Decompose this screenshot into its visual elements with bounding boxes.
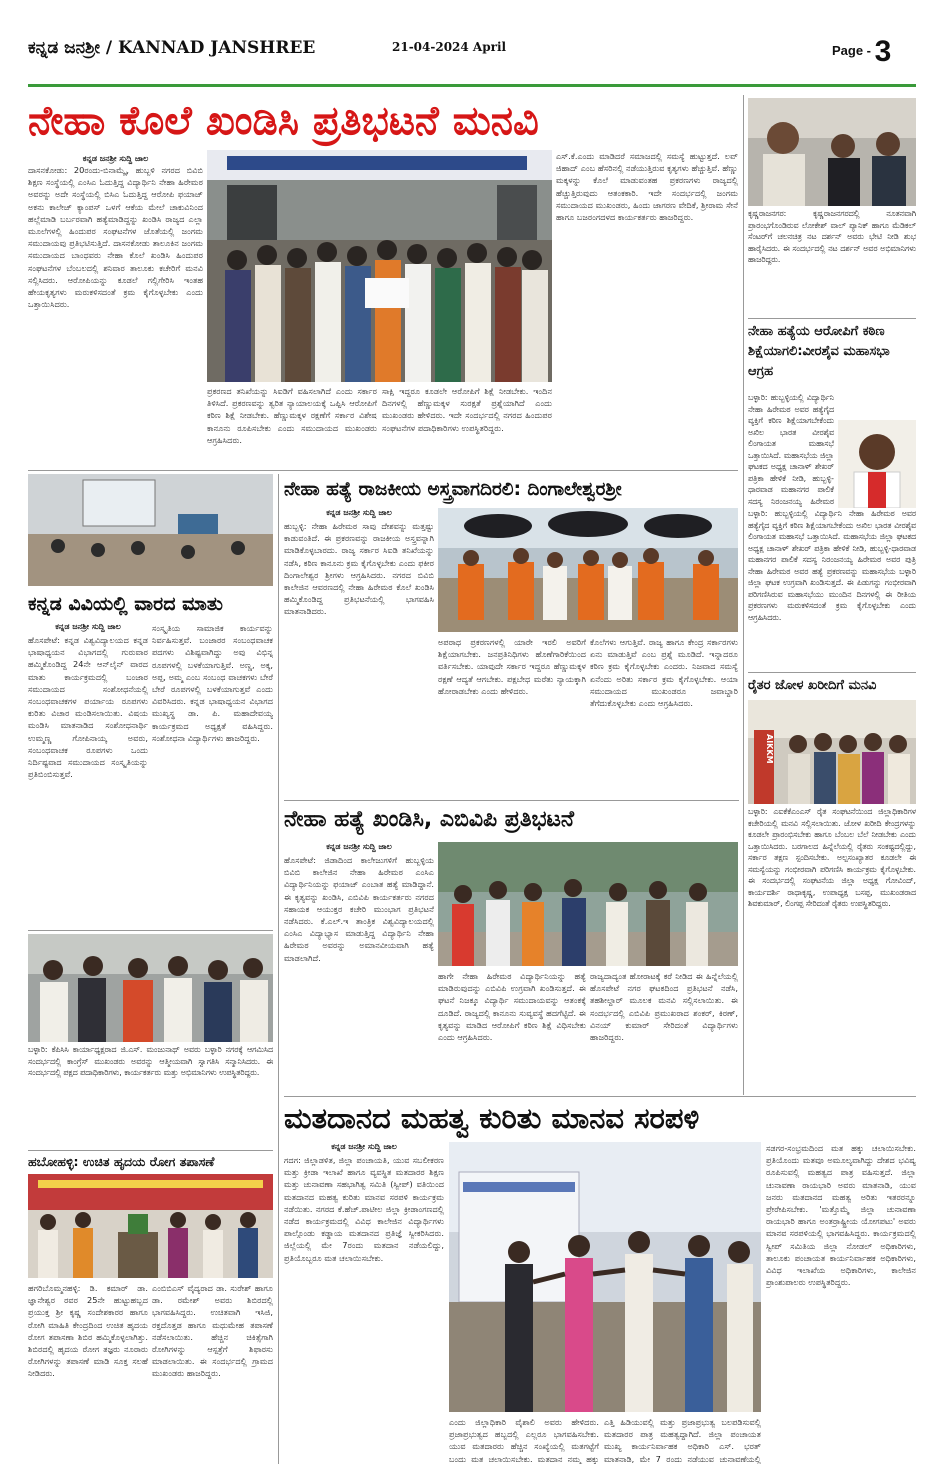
abvp-byline: ಕನ್ನಡ ಜನಶ್ರೀ ಸುದ್ದಿ ಜಾಲ [326, 842, 392, 851]
abvp-column-3: ರಾಜ್ಯದಾದ್ಯಂತ ಹೋರಾಟಕ್ಕೆ ಕರೆ ನೀಡಿದ ಈ ಹಿನ್ನೆಲೆಯಲ್ಲಿ ಹೊಸಪೇಟೆ ನಗರ ಘಟಕದಿಂದ ಪ್ರತಿಭಟನೆ ನಡೆಸಿ, ತಹಶೀಲ್ದಾರ್ ಮೂಲಕ ಮನವಿ ಸಲ್ಲಿಸಲಾಯಿತು. ಈ ಸಂದರ್ಭದಲ್ಲಿ ಎಬಿವಿಪಿ ಪ್ರಮುಖರಾದ ಶಂಕರ್, ಕಿರಣ್, ವಿನಯ್ ಕುಮಾರ್ ಸೇರಿದಂತೆ ವಿದ್ಯಾರ್ಥಿಗಳು ಹಾಜರಿದ್ದರು. [590, 971, 738, 1043]
voting-column-3: ಎತ್ತಿ ಹಿಡಿಯುವಲ್ಲಿ ಮತ್ತು ಪ್ರಜಾಪ್ರಭುತ್ವ ಬಲಪಡಿಸುವಲ್ಲಿ ಮತದಾರರ ಪಾತ್ರ ಮಹತ್ವದ್ದಾಗಿದೆ. ಜಿಲ್ಲಾ ಪಂಚಾಯತ ಮುಖ್ಯ ಕಾರ್ಯನಿರ್ವಾಹಕ ಅಧಿಕಾರಿ ಎಸ್. ಭರತ್ ಮಾತನಾಡಿ, ಮೇ 7 ರಂದು ನಡೆಯುವ ಚುನಾವಣೆಯಲ್ಲಿ [604, 1417, 761, 1464]
darshan-visit-photo [748, 98, 916, 206]
voting-human-chain-photo [449, 1142, 761, 1412]
main-column-4: ಎಸ್.ಕೆ.ಎಂದು ಮಾಡಿದರೆ ಸಮಾಜದಲ್ಲಿ ಸಮಸ್ಯೆ ಹುಟ್ಟುತ್ತದೆ. ಲವ್ ಜಿಹಾದ್ ಎಂಬ ಹೆಸರಿನಲ್ಲಿ ನಡೆಯುತ್ತಿರುವ ಕೃತ್ಯಗಳು ಹೆಚ್ಚುತ್ತಿವೆ. ಹೆಣ್ಣು ಮಕ್ಕಳನ್ನು ಕೊಲೆ ಮಾಡುವಂತಹ ಪ್ರಕರಣಗಳು ರಾಜ್ಯದಲ್ಲಿ ಹೆಚ್ಚುತ್ತಿರುವುದು ಆತಂಕಕಾರಿ. ಇದೇ ಸಂದರ್ಭದಲ್ಲಿ ಜಂಗಮ ಸಮುದಾಯದ ಮುಖಂಡರು, ಹಿಂದು ಜಾಗರಣ ವೇದಿಕೆ, ಶ್ರೀರಾಮ ಸೇನೆ ಹಾಗೂ ಬಜರಂಗದಳದ ಕಾರ್ಯಕರ್ತರು ಹಾಜರಿದ್ದರು. [556, 151, 738, 223]
portrait-illustration [838, 420, 916, 508]
heart-camp-photo [28, 1174, 273, 1278]
section-divider-3 [28, 1150, 273, 1151]
section-divider-1 [28, 470, 738, 471]
abvp-column-1: ಹೊಸಪೇಟೆ: ಜಿಡಾದಿಂದ ಕಾಲೇಜುಗಳಿಗೆ ಹುಬ್ಬಳ್ಳಿಯ ಬಿವಿಬಿ ಕಾಲೇಜಿನ ನೇಹಾ ಹಿರೇಮಠ ಎಂಸಿಎ ವಿದ್ಯಾರ್ಥಿನಿಯನ್ನು ಫಯಾಜ್ ಎಂಬಾತ ಹತ್ಯೆ ಮಾಡಿದ್ದಾನೆ. ಈ ಕೃತ್ಯವನ್ನು ಖಂಡಿಸಿ, ಎಬಿವಿಪಿ ಕಾರ್ಯಕರ್ತರು ನಗರದ ಸಹಾಯಕ ಆಯುಕ್ತರ ಕಚೇರಿ ಮುಂಭಾಗ ಪ್ರತಿಭಟನೆ ನಡೆಸಿದರು. ಕೆ.ಎಲ್.ಇ ತಾಂತ್ರಿಕ ವಿಶ್ವವಿದ್ಯಾಲಯದಲ್ಲಿ ಎಂಸಿಎ ವಿದ್ಯಾಭ್ಯಾಸ ಮಾಡುತ್ತಿದ್ದ ವಿದ್ಯಾರ್ಥಿನಿ ನೇಹಾ ಹಿರೇಮಠ ಅವರನ್ನು ಅಮಾನವೀಯವಾಗಿ ಹತ್ಯೆ ಮಾಡಲಾಗಿದೆ. [284, 855, 434, 963]
column-rule-right [743, 95, 744, 1095]
bellary-felicitation-photo [28, 934, 273, 1042]
heart-camp-column-1: ಹಗರಿಬೊಮ್ಮನಹಳ್ಳಿ: ಡಿ. ಕಮಾರ್ ಡಾ. ಜ್ಞಾನೇಶ್ವರ ರವರ 25ನೇ ಹುಟ್ಟುಹಬ್ಬದ ಪ್ರಯುಕ್ತ ಶ್ರೀ ಕೃಷ್ಣ ಸಂದೇಶಕಾರರ ಹಾಗೂ ರೋಗಿ ಮಾಹಿತಿ ಕೇಂದ್ರದಿಂದ ಉಚಿತ ಹೃದಯ ರೋಗ ತಪಾಸಣಾ ಶಿಬಿರ ಹಮ್ಮಿಕೊಳ್ಳಲಾಗಿತ್ತು. ಶಿಬಿರದಲ್ಲಿ ಹೃದಯ ರೋಗ ತಜ್ಞರು ನೂರಾರು ರೋಗಿಗಳನ್ನು ತಪಾಸಣೆ ಮಾಡಿ ಸೂಕ್ತ ಸಲಹೆ ನೀಡಿದರು. [28, 1283, 148, 1379]
voting-column-2: ಎಂದು ಜಿಲ್ಲಾಧಿಕಾರಿ ವೈಶಾಲಿ ಅವರು ಹೇಳಿದರು. ಪ್ರಜಾಪ್ರಭುತ್ವದ ಹಬ್ಬದಲ್ಲಿ ಎಲ್ಲರೂ ಭಾಗವಹಿಸಬೇಕು. ಯುವ ಮತದಾರರು ಹೆಚ್ಚಿನ ಸಂಖ್ಯೆಯಲ್ಲಿ ಮತಗಟ್ಟೆಗೆ ಬಂದು ಮತ ಚಲಾಯಿಸಬೇಕು. ಮತದಾನ ನಮ್ಮ ಹಕ್ಕು [449, 1417, 599, 1464]
voting-column-4: ಸಡಗರ-ಸಂಭ್ರಮದಿಂದ ಮತ ಹಕ್ಕು ಚಲಾಯಿಸಬೇಕು. ಪ್ರತಿಯೊಂದು ಮತವೂ ಅಮೂಲ್ಯವಾಗಿದ್ದು ದೇಶದ ಭವಿಷ್ಯ ರೂಪಿಸುವಲ್ಲಿ ಮಹತ್ವದ ಪಾತ್ರ ವಹಿಸುತ್ತದೆ. ಜಿಲ್ಲಾ ಚುನಾವಣಾ ರಾಯಭಾರಿ ಅವರು ಮಾತನಾಡಿ, ಯುವ ಜನರು ಮತದಾನದ ಮಹತ್ವ ಅರಿತು ಇತರರನ್ನೂ ಪ್ರೇರೇಪಿಸಬೇಕು. 'ಮತ್ತೊಮ್ಮೆ ಜಿಲ್ಲಾ ಚುನಾವಣಾ ರಾಯಭಾರಿ ಹಾಗೂ ಅಂತರ್ರಾಷ್ಟ್ರೀಯ ಯೋಗಪಟು' ಅವರು ಮಾನವ ಸರಪಳಿಯಲ್ಲಿ ಭಾಗವಹಿಸಿದ್ದರು. ಕಾರ್ಯಕ್ರಮದಲ್ಲಿ ಸ್ವೀಪ್ ಸಮಿತಿಯ ಜಿಲ್ಲಾ ನೋಡಲ್ ಅಧಿಕಾರಿಗಳು, ತಾಲೂಕು ಪಂಚಾಯತ ಕಾರ್ಯನಿರ್ವಾಹಕ ಅಧಿಕಾರಿಗಳು, ವಿವಿಧ ಇಲಾಖೆಯ ಅಧಿಕಾರಿಗಳು, ಕಾಲೇಜಿನ ಪ್ರಾಂಶುಪಾಲರು ಉಪಸ್ಥಿತರಿದ್ದರು. [766, 1143, 916, 1288]
main-column-1: ದಾಸನಕೋಡು: 20ರಂದು-ಬಿನಾಮ್ಕೈ, ಹುಬ್ಬಳಿ ನಗರದ ಬಿವಿಬಿ ಶಿಕ್ಷಣ ಸಂಸ್ಥೆಯಲ್ಲಿ ಎಂಸಿಎ ಓದುತ್ತಿದ್ದ ವಿದ್ಯಾರ್ಥಿನಿ ನೇಹಾ ಹಿರೇಮಠ ಅವರನ್ನು ಅದೇ ಸಂಸ್ಥೆಯಲ್ಲಿ ಬಿಸಿಎ ಓದುತ್ತಿದ್ದ ಆರೋಪಿ ಫಯಾಜ್ ಅಕನು ಕಾಲೇಜ್ ಕ್ಯಾಂಪಸ್ ಒಳಗೆ ಆಕೆಯ ಮೇಲೆ ಚಾಕುವಿನಿಂದ ಹಲ್ಲೆಮಾಡಿ ಬರ್ಬರವಾಗಿ ಹತ್ಯೆಮಾಡಿದ್ದನ್ನು ಖಂಡಿಸಿ ರಾಜ್ಯದ ಎಲ್ಲಾ ಮೂಲೆಗಳಲ್ಲಿ ಹಿಂದುಪರ ಸಂಘಟನೆಗಳ ಜೊತೆಯಲ್ಲಿ ಜಂಗಮ ಸಮುದಾಯವು ಪ್ರತಿಭಟಿಸುತ್ತಿದೆ. ದಾಸನಕೋಡು ತಾಲೂಕಿನ ಜಂಗಮ ಸಮುದಾಯದ ಬಾಂಧವರು ನೇಹಾ ಕೊಲೆ ಖಂಡಿಸಿ ಹಿಂದುಪರ ಸಂಘಟನೆಗಳ ಬೆಂಬಲದಲ್ಲಿ ಶನಿವಾರ ತಾಲೂಕು ಕಚೇರಿಗೆ ಮನವಿ ಸಲ್ಲಿಸಿದರು. ಆರೋಪಿಯನ್ನು ಕೂಡಲೆ ಗಲ್ಲಿಗೇರಿಸಿ ಇಂತಹ ಹೇಯಕೃತ್ಯಗಳು ಮರುಕಳಿಸದಂತೆ ಕ್ರಮ ಕೈಗೊಳ್ಳಬೇಕು ಎಂದು ಒತ್ತಾಯಿಸಿದರು. [28, 165, 203, 310]
vv-lecture-photo [28, 474, 273, 586]
column-rule-left [278, 474, 279, 1464]
side-bottom-text: ಬಳ್ಳಾರಿ: ಎಐಕೆಕೆಎಂಎಸ್ ರೈತ ಸಂಘಟನೆಯಿಂದ ಜಿಲ್ಲಾಧಿಕಾರಿಗಳ ಕಚೇರಿಯಲ್ಲಿ ಮನವಿ ಸಲ್ಲಿಸಲಾಯಿತು. ಜೋಳ ಖರೀದಿ ಕೇಂದ್ರಗಳನ್ನು ಕೂಡಲೇ ಪ್ರಾರಂಭಿಸಬೇಕು ಹಾಗೂ ಬೆಂಬಲ ಬೆಲೆ ನೀಡಬೇಕು ಎಂದು ಒತ್ತಾಯಿಸಿದರು. ಬರಗಾಲದ ಹಿನ್ನೆಲೆಯಲ್ಲಿ ರೈತರು ಸಂಕಷ್ಟದಲ್ಲಿದ್ದು, ಸರ್ಕಾರ ತಕ್ಷಣ ಸ್ಪಂದಿಸಬೇಕು. ಅಲ್ಪಸಂಖ್ಯಾತರ ಕೂಡಲೇ ಈ ಸಮಸ್ಯೆಯನ್ನು ಗಂಭೀರವಾಗಿ ಪರಿಗಣಿಸಿ ಕಾರ್ಯಕ್ರಮ ಕೈಗೊಳ್ಳಬೇಕು. ಈ ಸಂದರ್ಭದಲ್ಲಿ ಸಂಘಟನೆಯ ಜಿಲ್ಲಾ ಅಧ್ಯಕ್ಷ ಗೋವಿಂದ್, ಕಾರ್ಯದರ್ಶಿ ರಾಧಾಕೃಷ್ಣ, ಉಪಾಧ್ಯಕ್ಷ ಬಸಪ್ಪ, ಮುಖಂಡರಾದ ಶಿವಕುಮಾರ್, ಲಿಂಗಪ್ಪ ಸೇರಿದಂತೆ ರೈತರು ಉಪಸ್ಥಿತರಿದ್ದರು. [748, 807, 916, 908]
lecture-photo-illustration [28, 474, 273, 586]
side-mid-headline: ನೇಹಾ ಹತ್ಯೆಯ ಆರೋಪಿಗೆ ಕಠಿಣ ಶಿಕ್ಷೆಯಾಗಲಿ:ವೀರಶೈವ ಮಹಾಸಭಾ ಆಗ್ರಹ [748, 324, 890, 379]
dingaleshwar-byline: ಕನ್ನಡ ಜನಶ್ರೀ ಸುದ್ದಿ ಜಾಲ [326, 508, 392, 517]
page-number-value: 3 [874, 35, 892, 68]
vv-column-1: ಹೊಸಪೇಟೆ: ಕನ್ನಡ ವಿಶ್ವವಿದ್ಯಾಲಯದ ಕನ್ನಡ ಭಾಷಾಧ್ಯಯನ ವಿಭಾಗದಲ್ಲಿ ಗುರುವಾರ ಹಮ್ಮಿಕೊಂಡಿದ್ದ 24ನೇ ಆನ್‌ಲೈನ್ ವಾರದ ಮಾತು ಕಾರ್ಯಕ್ರಮದಲ್ಲಿ ಬಂಜಾರ ಸಮುದಾಯದ ಸಂಶೋಧನೆಯಲ್ಲಿ ಸಂಬಂಧವಾಚಕಗಳ ಪರ್ಯಾಯ ರೂಪಗಳು ಕುರಿತು ವಿಚಾರ ಮಂಡಿಸಲಾಯಿತು. ವಿಷಯ ಮಂಡಿಸಿ ಮಾತನಾಡಿದ ಸಂಶೋಧನಾರ್ಥಿ ಉಮ್ಮಣ್ಣ ಗೋಪಿನಾಯ್ಕ ಅವರು, ಸಂಬಂಧವಾಚಕ ರೂಪಗಳು ಒಂದು ನಿರ್ದಿಷ್ಟವಾದ ಸಮುದಾಯದ ಸಂಸ್ಕೃತಿಯನ್ನು ಪ್ರತಿಬಿಂಬಿಸುತ್ತವೆ. [28, 635, 148, 780]
main-headline: ನೇಹಾ ಕೊಲೆ ಖಂಡಿಸಿ ಪ್ರತಿಭಟನೆ ಮನವಿ [28, 98, 539, 144]
dingaleshwar-column-2: ಅಪರಾಧ ಪ್ರಕರಣಗಳಲ್ಲಿ ಯಾರೇ ಇರಲಿ ಅವರಿಗೆ ಶಿಕ್ಷೆಯಾಗಬೇಕು. ಜನಪ್ರತಿನಿಧಿಗಳು ಹೊಣೆಗಾರಿಕೆಯಿಂದ ವರ್ತಿಸಬೇಕು. ಯಾವುದೇ ಸರ್ಕಾರ ಇದ್ದರೂ ಹೆಣ್ಣುಮಕ್ಕಳ ರಕ್ಷಣೆ ಆದ್ಯತೆ ಆಗಬೇಕು. ಪಕ್ಷಬೇಧ ಮರೆತು ನ್ಯಾಯಕ್ಕಾಗಿ ಹೋರಾಡಬೇಕು ಎಂದು ಹೇಳಿದರು. [438, 637, 586, 696]
visit-photo-illustration [748, 98, 916, 206]
darshan-visit-caption: ಕೃಷ್ಣರಾಜನಗರ: ಕೃಷ್ಣರಾಜನಗರದಲ್ಲಿ ನೂತನವಾಗಿ ಪ್ರಾರಂಭಗೊಂಡಿರುವ ಲೋಕೇಶ್ ವಾಲ್ ಪ್ಯಾನಿಕ್ ಹಾಗೂ ಮೆಡಿಕಲ್ ಸೆಂಟರ್‌ಗೆ ಚಲನಚಿತ್ರ ನಟ ದರ್ಶನ್ ಅವರು ಭೇಟಿ ನೀಡಿ ಶುಭ ಹಾರೈಸಿದರು. ಈ ಸಂದರ್ಭದಲ್ಲಿ ನಟ ದರ್ಶನ್ ಅವರ ಅಭಿಮಾನಿಗಳು ಹಾಜರಿದ್ದರು. [748, 209, 916, 264]
abvp-protest-illustration [438, 842, 738, 966]
vv-byline: ಕನ್ನಡ ಜನಶ್ರೀ ಸುದ್ದಿ ಜಾಲ [55, 622, 121, 631]
abvp-headline: ನೇಹಾ ಹತ್ಯೆ ಖಂಡಿಸಿ, ಎಬಿವಿಪಿ ಪ್ರತಿಭಟನೆ [284, 807, 575, 832]
dingaleshwar-headline: ನೇಹಾ ಹತ್ಯೆ ರಾಜಕೀಯ ಅಸ್ತ್ರವಾಗದಿರಲಿ: ದಿಂಗಾಲೇಶ್ವರಶ್ರೀ [284, 479, 622, 500]
vv-headline: ಕನ್ನಡ ವಿವಿಯಲ್ಲಿ ವಾರದ ಮಾತು [28, 593, 223, 615]
heart-camp-column-2: ಎಂಬಿಬಿಎಸ್ ವೈದ್ಯರಾದ ಡಾ. ಸುರೇಶ್ ಹಾಗೂ ಡಾ. ರಮೇಶ್ ಅವರು ಶಿಬಿರದಲ್ಲಿ ಭಾಗವಹಿಸಿದ್ದರು. ಉಚಿತವಾಗಿ ಇಸಿಜಿ, ರಕ್ತದೊತ್ತಡ ಹಾಗೂ ಮಧುಮೇಹ ತಪಾಸಣೆ ನಡೆಸಲಾಯಿತು. ಹೆಚ್ಚಿನ ಚಿಕಿತ್ಸೆಗಾಗಿ ರೋಗಿಗಳನ್ನು ಆಸ್ಪತ್ರೆಗೆ ಶಿಫಾರಸು ಮಾಡಲಾಯಿತು. ಈ ಸಂದರ್ಭದಲ್ಲಿ ಗ್ರಾಮದ ಮುಖಂಡರು ಹಾಜರಿದ್ದರು. [152, 1283, 273, 1379]
masthead-rule [28, 84, 916, 87]
main-column-3: ಸಾಕ್ಷಿ ಇದ್ದರೂ ಕೂಡಲೇ ಆರೋಪಿಗೆ ಶಿಕ್ಷೆ ನೀಡಬೇಕು. ಇಂದಿನ ದಿನಗಳಲ್ಲಿ ಹೆಣ್ಣುಮಕ್ಕಳ ಸುರಕ್ಷತೆ ಪ್ರಶ್ನೆಯಾಗಿದೆ ಎಂದು ಮುಖಂಡರು ಹೇಳಿದರು. ಇದೇ ಸಂದರ್ಭದಲ್ಲಿ ನಗರದ ಹಿಂದುಪರ ಸಂಘಟನೆಗಳ ಪದಾಧಿಕಾರಿಗಳು ಉಪಸ್ಥಿತರಿದ್ದರು. [382, 386, 552, 433]
dingaleshwar-photo [438, 508, 738, 632]
main-protest-photo [207, 150, 552, 382]
abvp-column-2: ಹಾಗೇ ನೇಹಾ ಹಿರೇಮಠ ವಿದ್ಯಾರ್ಥಿನಿಯನ್ನು ಹತ್ಯೆ ಮಾಡಿರುವುದನ್ನು ಎಬಿವಿಪಿ ಉಗ್ರವಾಗಿ ಖಂಡಿಸುತ್ತದೆ. ಈ ಘಟನೆ ನಿಜಕ್ಕೂ ವಿದ್ಯಾರ್ಥಿ ಸಮುದಾಯವನ್ನು ಆತಂಕಕ್ಕೆ ದೂಡಿದೆ. ರಾಜ್ಯದಲ್ಲಿ ಕಾನೂನು ಸುವ್ಯವಸ್ಥೆ ಹದಗೆಟ್ಟಿದೆ. ಈ ಕೃತ್ಯವನ್ನು ಮಾಡಿದ ಆರೋಪಿಗೆ ಕಠಿಣ ಶಿಕ್ಷೆ ವಿಧಿಸಬೇಕು ಎಂದು ಆಗ್ರಹಿಸಿದರು. [438, 971, 586, 1043]
page-number [832, 35, 891, 69]
masthead-title: ಕನ್ನಡ ಜನಶ್ರೀ / KANNAD JANSHREE [28, 38, 316, 58]
side-bottom-headline: ರೈತರ ಜೋಳ ಖರೀದಿಗೆ ಮನವಿ [748, 678, 877, 693]
voting-byline: ಕನ್ನಡ ಜನಶ್ರೀ ಸುದ್ದಿ ಜಾಲ [331, 1142, 397, 1151]
section-divider-5 [284, 1096, 916, 1097]
shekhar-portrait [838, 420, 916, 508]
abvp-protest-photo [438, 842, 738, 966]
bellary-photo-caption: ಬಳ್ಳಾರಿ: ಕೆಪಿಸಿಸಿ ಕಾರ್ಯಾಧ್ಯಕ್ಷರಾದ ಜಿ.ಎಸ್. ಮಂಜುನಾಥ್ ಅವರು ಬಳ್ಳಾರಿ ನಗರಕ್ಕೆ ಆಗಮಿಸಿದ ಸಂದರ್ಭದಲ್ಲಿ ಕಾಂಗ್ರೆಸ್ ಮುಖಂಡರು ಅವರನ್ನು ಆತ್ಮೀಯವಾಗಿ ಸ್ವಾಗತಿಸಿ ಸನ್ಮಾನಿಸಿದರು. ಈ ಸಂದರ್ಭದಲ್ಲಿ ಪಕ್ಷದ ಪದಾಧಿಕಾರಿಗಳು, ಕಾರ್ಯಕರ್ತರು ಮತ್ತು ಅಭಿಮಾನಿಗಳು ಉಪಸ್ಥಿತರಿದ್ದರು. [28, 1045, 273, 1077]
heart-camp-illustration [28, 1174, 273, 1278]
side-divider-1 [748, 318, 916, 319]
side-mid-text-b: ಬಳ್ಳಾರಿ: ಹುಬ್ಬಳ್ಳಿಯಲ್ಲಿ ವಿದ್ಯಾರ್ಥಿನಿ ನೇಹಾ ಹಿರೇಮಠ ಅವರ ಹತ್ಯೆಗೈದ ವ್ಯಕ್ತಿಗೆ ಕಠಿಣ ಶಿಕ್ಷೆಯಾಗಬೇಕೆಂದು ಅಖಿಲ ಭಾರತ ವೀರಶೈವ ಲಿಂಗಾಯತ ಮಹಾಸಭೆ ಒತ್ತಾಯಿಸಿದೆ. ಮಹಾಸಭೆಯ ಜಿಲ್ಲಾ ಘಟಕದ ಅಧ್ಯಕ್ಷ ಚಾನಾಳ್ ಶೇಖರ್ ಪತ್ರಿಕಾ ಹೇಳಿಕೆ ನೀಡಿ, ಹುಬ್ಬಳ್ಳಿ-ಧಾರವಾಡ ಮಹಾನಗರ ಪಾಲಿಕೆ ಸದಸ್ಯ ನಿರಂಜನಯ್ಯ ಹಿರೇಮಠ ಅವರ ಪುತ್ರಿ ನೇಹಾ ಹಿರೇಮಠ ಅವರ ಹತ್ಯೆ ಪ್ರಕರಣವನ್ನು ಮಹಾಸಭೆಯ ಬಳ್ಳಾರಿ ಜಿಲ್ಲಾ ಘಟಕ ಉಗ್ರವಾಗಿ ಖಂಡಿಸುತ್ತದೆ. ಈ ಪಿಡುಗನ್ನು ಗಂಭೀರವಾಗಿ ಪರಿಗಣಿಸಿರುವ ಮಹಾಸಭೆಯು ಮುಂದಿನ ದಿನಗಳಲ್ಲಿ ಈ ರೀತಿಯ ಪ್ರಕರಣಗಳು ಮರುಕಳಿಸದಂತೆ ಕ್ರಮ ಕೈಗೊಳ್ಳಬೇಕು ಎಂದು ಆಗ್ರಹಿಸಿದರು. [748, 509, 916, 622]
side-mid-text-a: ಬಳ್ಳಾರಿ: ಹುಬ್ಬಳ್ಳಿಯಲ್ಲಿ ವಿದ್ಯಾರ್ಥಿನಿ ನೇಹಾ ಹಿರೇಮಠ ಅವರ ಹತ್ಯೆಗೈದ ವ್ಯಕ್ತಿಗೆ ಕಠಿಣ ಶಿಕ್ಷೆಯಾಗಬೇಕೆಂದು ಅಖಿಲ ಭಾರತ ವೀರಶೈವ ಲಿಂಗಾಯತ ಮಹಾಸಭೆ ಒತ್ತಾಯಿಸಿದೆ. ಮಹಾಸಭೆಯ ಜಿಲ್ಲಾ ಘಟಕದ ಅಧ್ಯಕ್ಷ ಚಾನಾಳ್ ಶೇಖರ್ ಪತ್ರಿಕಾ ಹೇಳಿಕೆ ನೀಡಿ, ಹುಬ್ಬಳ್ಳಿ-ಧಾರವಾಡ ಮಹಾನಗರ ಪಾಲಿಕೆ ಸದಸ್ಯ ನಿರಂಜನಯ್ಯ ಹಿರೇಮಠ [748, 393, 834, 506]
vv-column-2: ಸಂಸ್ಕೃತಿಯ ಸಾಮಾಜಿಕ ಕಾರ್ಯವನ್ನು ನಿರ್ವಹಿಸುತ್ತವೆ. ಬಂಜಾರರ ಸಂಬಂಧವಾಚಕ ಪದಗಳು ವಿಶಿಷ್ಟವಾಗಿದ್ದು ಅವು ವಿಭಿನ್ನ ರೂಪಗಳಲ್ಲಿ ಬಳಕೆಯಾಗುತ್ತಿವೆ. ಅಣ್ಣ, ಅಕ್ಕ, ಅಪ್ಪ, ಅಮ್ಮ ಎಂಬ ಸಂಬಂಧ ವಾಚಕಗಳು ಬೇರೆ ಬೇರೆ ರೂಪಗಳಲ್ಲಿ ಬಳಕೆಯಾಗುತ್ತವೆ ಎಂದು ವಿವರಿಸಿದರು. ಕನ್ನಡ ಭಾಷಾಧ್ಯಯನ ವಿಭಾಗದ ಮುಖ್ಯಸ್ಥ ಡಾ. ಪಿ. ಮಹಾದೇವಯ್ಯ ಕಾರ್ಯಕ್ರಮದ ಅಧ್ಯಕ್ಷತೆ ವಹಿಸಿದ್ದರು. ಸಂಶೋಧನಾ ವಿದ್ಯಾರ್ಥಿಗಳು ಹಾಜರಿದ್ದರು. [152, 623, 273, 743]
dingaleshwar-column-1: ಹುಬ್ಬಳ್ಳಿ: ನೇಹಾ ಹಿರೇಮಠ ಸಾವು ದೇಶವನ್ನು ಮತ್ತಷ್ಟು ಕಾಡುವಂತಿದೆ. ಈ ಪ್ರಕರಣವನ್ನು ರಾಜಕೀಯ ಅಸ್ತ್ರವನ್ನಾಗಿ ಮಾಡಿಕೊಳ್ಳಬಾರದು. ರಾಜ್ಯ ಸರ್ಕಾರ ಸಿಐಡಿ ತನಿಖೆಯನ್ನು ನಡೆಸಿ, ಕಠಿಣ ಕಾನೂನು ಕ್ರಮ ಕೈಗೊಳ್ಳಬೇಕು ಎಂದು ಫಕೀರ ದಿಂಗಾಲೇಶ್ವರ ಶ್ರೀಗಳು ಆಗ್ರಹಿಸಿದರು. ನಗರದ ಬಿವಿಬಿ ಕಾಲೇಜಿನ ಆವರಣದಲ್ಲಿ ನೇಹಾ ಹಿರೇಮಠ ಕೊಲೆ ಖಂಡಿಸಿ ಹಮ್ಮಿಕೊಂಡಿದ್ದ ಪ್ರತಿಭಟನೆಯಲ್ಲಿ ಭಾಗವಹಿಸಿ ಮಾತನಾಡಿದರು. [284, 521, 434, 617]
human-chain-illustration [449, 1142, 761, 1412]
voting-column-1: ಗದಗ: ಜಿಲ್ಲಾಡಳಿತ, ಜಿಲ್ಲಾ ಪಂಚಾಯತಿ, ಯುವ ಸಬಲೀಕರಣ ಮತ್ತು ಕ್ರೀಡಾ ಇಲಾಖೆ ಹಾಗೂ ವ್ಯವಸ್ಥಿತ ಮತದಾರರ ಶಿಕ್ಷಣ ಮತ್ತು ಚುನಾವಣಾ ಸಹಭಾಗಿತ್ವ ಸಮಿತಿ (ಸ್ವೀಪ್) ವತಿಯಿಂದ ಮತದಾನದ ಮಹತ್ವ ಕುರಿತು ಮಾನವ ಸರಪಳಿ ಕಾರ್ಯಕ್ರಮ ನಡೆಯಿತು. ನಗರದ ಕೆ.ಹೆಚ್.ಪಾಟೀಲ ಜಿಲ್ಲಾ ಕ್ರೀಡಾಂಗಣದಲ್ಲಿ ನಡೆದ ಕಾರ್ಯಕ್ರಮದಲ್ಲಿ ವಿವಿಧ ಕಾಲೇಜಿನ ವಿದ್ಯಾರ್ಥಿಗಳು ಪಾಲ್ಗೊಂಡು ಕಡ್ಡಾಯ ಮತದಾನದ ಪ್ರತಿಜ್ಞೆ ಸ್ವೀಕರಿಸಿದರು. ಜಿಲ್ಲೆಯಲ್ಲಿ ಮೇ 7ರಂದು ಮತದಾನ ನಡೆಯಲಿದ್ದು, ಪ್ರತಿಯೊಬ್ಬರೂ ಮತ ಚಲಾಯಿಸಬೇಕು. [284, 1155, 444, 1263]
main-column-2: ಪ್ರಕರಣದ ತನಿಖೆಯನ್ನು ಸಿಐಡಿಗೆ ವಹಿಸಲಾಗಿದೆ ಎಂದು ಸರ್ಕಾರ ತಿಳಿಸಿದೆ. ಪ್ರಕರಣವನ್ನು ತ್ವರಿತ ನ್ಯಾಯಾಲಯಕ್ಕೆ ಒಪ್ಪಿಸಿ ಆರೋಪಿಗೆ ಕಠಿಣ ಶಿಕ್ಷೆ ನೀಡಬೇಕು. ಹೆಣ್ಣುಮಕ್ಕಳ ರಕ್ಷಣೆಗೆ ಸರ್ಕಾರ ವಿಶೇಷ ಕಾನೂನು ರೂಪಿಸಬೇಕು ಎಂದು ಸಮುದಾಯದ ಮುಖಂಡರು ಆಗ್ರಹಿಸಿದರು. [207, 386, 377, 445]
page-label: Page - [832, 43, 872, 58]
issue-date: 21-04-2024 April [392, 40, 507, 54]
side-divider-2 [748, 672, 916, 673]
section-divider-2 [28, 930, 273, 931]
aikkm-banner: AIKKM [765, 734, 774, 764]
dingaleshwar-column-3: ಕೊಲೆಗಳು ಆಗುತ್ತಿವೆ. ರಾಜ್ಯ ಹಾಗೂ ಕೇಂದ್ರ ಸರ್ಕಾರಗಳು ಏನು ಮಾಡುತ್ತಿವೆ ಎಂಬ ಪ್ರಶ್ನೆ ಮೂಡಿದೆ. ಇನ್ನಾದರೂ ಕಠಿಣ ಕ್ರಮ ಕೈಗೊಳ್ಳಬೇಕು ಎಂದರು. ನಿಜವಾದ ಸಮಸ್ಯೆ ಏನೆಂದು ಅರಿತು ಸರ್ಕಾರ ಕ್ರಮ ಕೈಗೊಳ್ಳಬೇಕು. ಆಯಾ ಸಮುದಾಯದ ಮುಖಂಡರೂ ಜವಾಬ್ದಾರಿ ತೆಗೆದುಕೊಳ್ಳಬೇಕು ಎಂದು ಆಗ್ರಹಿಸಿದರು. [590, 637, 738, 709]
heart-camp-headline: ಹಬೋಹಳ್ಳಿ: ಉಚಿತ ಹೃದಯ ರೋಗ ತಪಾಸಣೆ [28, 1154, 215, 1169]
swamiji-gathering-illustration [438, 508, 738, 632]
farmers-photo [748, 700, 916, 804]
section-divider-4 [284, 800, 739, 801]
felicitation-illustration [28, 934, 273, 1042]
main-byline: ಕನ್ನಡ ಜನಶ್ರೀ ಸುದ್ದಿ ಜಾಲ [82, 154, 149, 163]
protest-photo-illustration [207, 150, 552, 382]
voting-headline: ಮತದಾನದ ಮಹತ್ವ ಕುರಿತು ಮಾನವ ಸರಪಳಿ [284, 1101, 700, 1135]
